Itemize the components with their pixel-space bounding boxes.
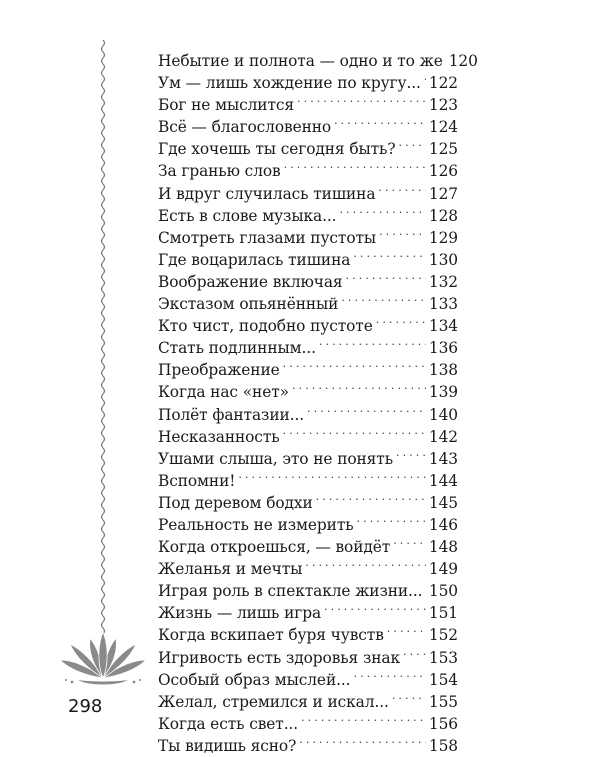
toc-entry-page: 128	[426, 205, 458, 227]
toc-entry-page: 143	[426, 448, 458, 470]
toc-entry-title: За гранью слов	[158, 160, 284, 182]
toc-entry-title: Несказанность	[158, 426, 283, 448]
toc-leader-dots	[307, 398, 426, 420]
toc-entry-title: Преображение	[158, 359, 283, 381]
toc-leader-dots	[346, 265, 426, 287]
toc-leader-dots	[301, 707, 426, 729]
toc-entry-title: Экстазом опьянённый	[158, 293, 341, 315]
toc-leader-dots	[299, 729, 426, 751]
toc-entry-page: 149	[426, 558, 458, 580]
toc-entry-page: 139	[426, 381, 458, 403]
toc-leader-dots	[424, 66, 426, 88]
toc-entry-page: 129	[426, 227, 458, 249]
toc-leader-dots	[334, 110, 426, 132]
toc-leader-dots	[353, 243, 426, 265]
toc-leader-dots	[305, 552, 426, 574]
toc-entry-title: Особый образ мыслей...	[158, 669, 353, 691]
toc-leader-dots	[283, 353, 426, 375]
toc-leader-dots	[297, 88, 426, 110]
toc-entry-title: Кто чист, подобно пустоте	[158, 315, 376, 337]
toc-entry-page: 151	[426, 602, 458, 624]
toc-entry-title: Бог не мыслится	[158, 94, 297, 116]
toc-entry-title: Всё — благословенно	[158, 116, 334, 138]
toc-entry-page: 136	[426, 337, 458, 359]
toc-entry-title: Небытие и полнота — одно и то же	[158, 50, 446, 72]
toc-entry-title: Когда нас «нет»	[158, 381, 292, 403]
toc-entry-page: 150	[426, 580, 458, 602]
toc-entry-page: 126	[426, 160, 458, 182]
toc-entry-title: Когда откроешься, — войдёт	[158, 536, 393, 558]
toc-entry-page: 122	[426, 72, 458, 94]
toc-entry-page: 155	[426, 691, 458, 713]
toc-leader-dots	[379, 221, 426, 243]
toc-entry-page: 158	[426, 735, 458, 757]
toc-entry-page: 134	[426, 315, 458, 337]
toc-entry-title: Желал, стремился и искал...	[158, 691, 392, 713]
toc-leader-dots	[399, 132, 426, 154]
toc-entry-title: Вспомни!	[158, 470, 238, 492]
toc-leader-dots	[376, 309, 426, 331]
toc-leader-dots	[378, 177, 426, 199]
toc-leader-dots	[403, 641, 426, 663]
toc-entry-title: Под деревом бодхи	[158, 492, 316, 514]
toc-entry-title: Ушами слыша, это не понять	[158, 448, 396, 470]
toc-leader-dots	[316, 486, 426, 508]
toc-entry-title: Реальность не измерить	[158, 514, 357, 536]
toc-entry-title: Есть в слове музыка...	[158, 205, 339, 227]
toc-entry-title: Воображение включая	[158, 271, 346, 293]
toc-entry-title: Смотреть глазами пустоты	[158, 227, 379, 249]
toc-entry-page: 130	[426, 249, 458, 271]
toc-entry-title: И вдруг случилась тишина	[158, 183, 378, 205]
toc-leader-dots	[353, 663, 425, 685]
toc-entry-title: Полёт фантазии...	[158, 404, 307, 426]
toc-leader-dots	[341, 287, 426, 309]
toc-entry-title: Когда вскипает буря чувств	[158, 624, 387, 646]
toc-entry-page: 142	[426, 426, 458, 448]
toc-entry-page: 124	[426, 116, 458, 138]
toc-entry-title: Когда есть свет...	[158, 713, 301, 735]
toc-entry-page: 146	[426, 514, 458, 536]
toc-leader-dots	[292, 375, 426, 397]
toc-entry	[158, 44, 458, 66]
toc-leader-dots	[393, 530, 426, 552]
toc-leader-dots	[396, 442, 426, 464]
toc-entry-page: 138	[426, 359, 458, 381]
toc-entry-title: Стать подлинным...	[158, 337, 319, 359]
toc-entry-title: Где хочешь ты сегодня быть?	[158, 138, 399, 160]
toc-entry-page: 145	[426, 492, 458, 514]
lotus-icon	[58, 630, 148, 688]
toc-entry-page: 120	[446, 50, 478, 72]
toc-entry-title: Желанья и мечты	[158, 558, 305, 580]
toc-entry-page: 144	[426, 470, 458, 492]
toc-leader-dots	[319, 331, 426, 353]
toc-entry-title: Игривость есть здоровья знак	[158, 647, 403, 669]
toc-entry-page: 127	[426, 183, 458, 205]
table-of-contents	[158, 44, 458, 751]
toc-leader-dots	[357, 508, 426, 530]
toc-leader-dots	[339, 199, 425, 221]
toc-entry-page: 132	[426, 271, 458, 293]
toc-entry-page: 152	[426, 624, 458, 646]
toc-entry-page: 125	[426, 138, 458, 160]
toc-entry-title: Играя роль в спектакле жизни...	[158, 580, 425, 602]
toc-entry-page: 153	[426, 647, 458, 669]
toc-entry-title: Где воцарилась тишина	[158, 249, 353, 271]
toc-leader-dots	[284, 154, 426, 176]
toc-entry-title: Ты видишь ясно?	[158, 735, 299, 757]
toc-entry-page: 154	[426, 669, 458, 691]
page-number: 298	[68, 696, 102, 717]
toc-leader-dots	[324, 596, 426, 618]
toc-leader-dots	[392, 685, 426, 707]
toc-entry-page: 140	[426, 404, 458, 426]
toc-entry-title: Жизнь — лишь игра	[158, 602, 324, 624]
toc-entry-page: 156	[426, 713, 458, 735]
toc-entry-page: 148	[426, 536, 458, 558]
toc-leader-dots	[387, 618, 426, 640]
toc-entry-title: Ум — лишь хождение по кругу...	[158, 72, 424, 94]
toc-entry-page: 123	[426, 94, 458, 116]
toc-leader-dots	[283, 420, 426, 442]
toc-entry-page: 133	[426, 293, 458, 315]
wavy-rule-ornament	[94, 40, 112, 640]
toc-leader-dots	[238, 464, 426, 486]
